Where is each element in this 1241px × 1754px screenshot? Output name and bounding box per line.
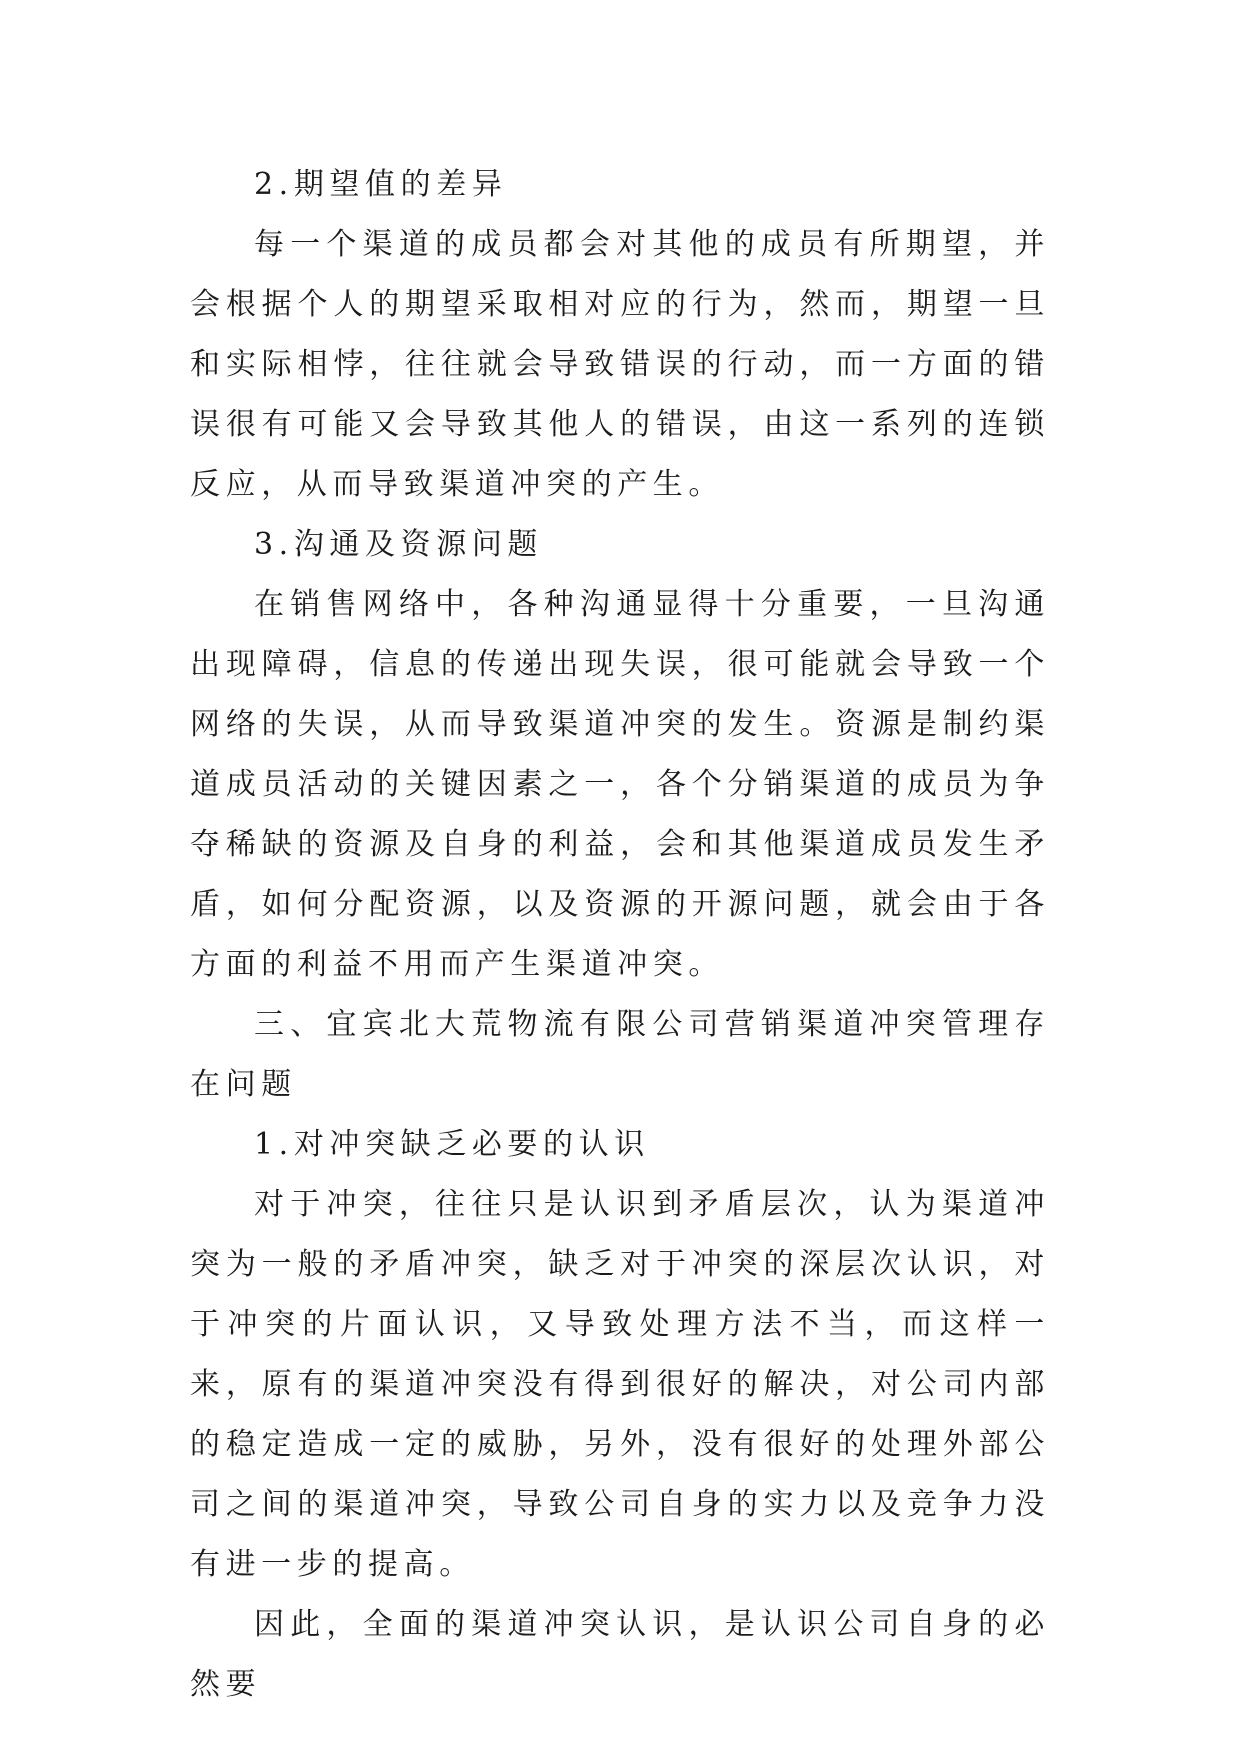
section-heading-problems: 三、宜宾北大荒物流有限公司营销渠道冲突管理存在问题 (190, 1007, 1050, 1102)
document-body (190, 155, 1050, 1715)
paragraph-expectation-difference: 每一个渠道的成员都会对其他的成员有所期望，并会根据个人的期望采取相对应的行为，然而，期望一旦和实际相悖，往往就会导致错误的行动，而一方面的错误很有可能又会导致其他人的错误，由这一系列的连锁反应，从而导致渠道冲突的产生。 (190, 227, 1050, 502)
subheading-lack-of-awareness: 1.对冲突缺乏必要的认识 (254, 1127, 650, 1162)
paragraph-lack-of-awareness: 对于冲突，往往只是认识到矛盾层次，认为渠道冲突为一般的矛盾冲突，缺乏对于冲突的深层次认识，对于冲突的片面认识，又导致处理方法不当，而这样一来，原有的渠道冲突没有得到很好的解决，对公司内部的稳定造成一定的威胁，另外，没有很好的处理外部公司之间的渠道冲突，导致公司自身的实力以及竞争力没有进一步的提高。 (190, 1187, 1050, 1582)
subheading-communication-resources: 3.沟通及资源问题 (254, 527, 544, 562)
paragraph-communication-resources: 在销售网络中，各种沟通显得十分重要，一旦沟通出现障碍，信息的传递出现失误，很可能就会导致一个网络的失误，从而导致渠道冲突的发生。资源是制约渠道成员活动的关键因素之一，各个分销渠道的成员为争夺稀缺的资源及自身的利益，会和其他渠道成员发生矛盾，如何分配资源，以及资源的开源问题，就会由于各方面的利益不用而产生渠道冲突。 (190, 587, 1050, 982)
subheading-expectation-difference: 2.期望值的差异 (254, 167, 508, 202)
paragraph-conclusion-partial: 因此，全面的渠道冲突认识，是认识公司自身的必然要 (190, 1607, 1050, 1702)
